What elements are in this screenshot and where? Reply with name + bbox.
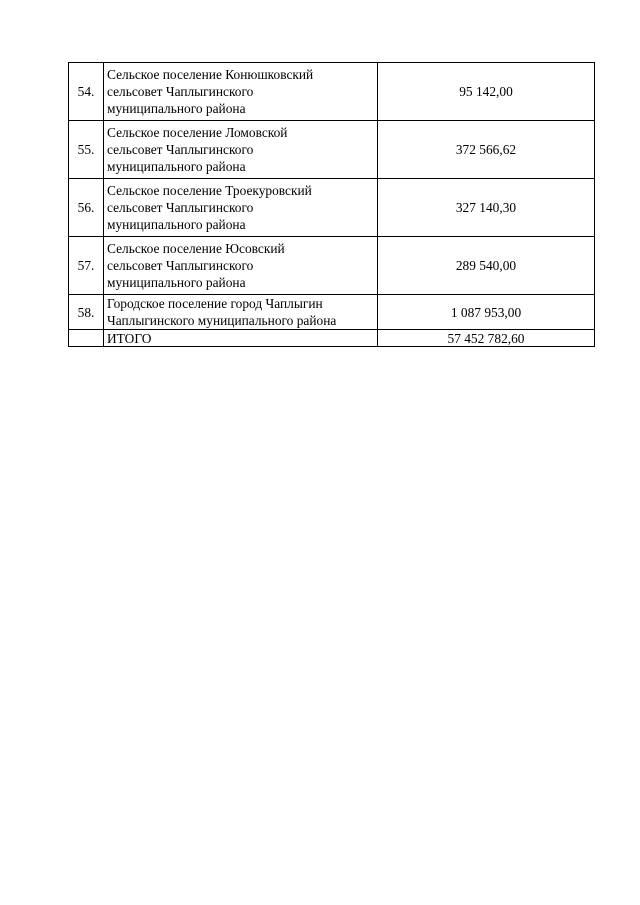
row-number: 58. bbox=[69, 295, 104, 330]
row-number: 54. bbox=[69, 63, 104, 121]
amount-cell: 289 540,00 bbox=[378, 237, 595, 295]
settlement-name-line: Сельское поселение Конюшковский bbox=[107, 66, 314, 82]
amount-cell: 95 142,00 bbox=[378, 63, 595, 121]
settlement-name-line: Чаплыгинского муниципального района bbox=[107, 313, 337, 329]
table-row bbox=[69, 237, 595, 295]
amount-cell: 327 140,30 bbox=[378, 179, 595, 237]
settlement-name bbox=[104, 295, 378, 330]
row-number: 56. bbox=[69, 179, 104, 237]
settlement-name-line: муниципального района bbox=[107, 217, 246, 233]
total-row bbox=[69, 330, 595, 347]
settlement-name-line: Сельское поселение Юсовский bbox=[107, 240, 285, 256]
row-number: 57. bbox=[69, 237, 104, 295]
settlement-name-line: Сельское поселение Троекуровский bbox=[107, 182, 312, 198]
budget-distribution-table bbox=[68, 62, 595, 347]
settlement-name-line: сельсовет Чаплыгинского bbox=[107, 199, 254, 215]
row-number: 55. bbox=[69, 121, 104, 179]
table-row bbox=[69, 295, 595, 330]
settlement-name-line: Сельское поселение Ломовской bbox=[107, 124, 288, 140]
settlement-name-line: муниципального района bbox=[107, 101, 246, 117]
settlement-name bbox=[104, 179, 378, 237]
table-row bbox=[69, 121, 595, 179]
settlement-name-line: муниципального района bbox=[107, 275, 246, 291]
table-row bbox=[69, 179, 595, 237]
total-label: ИТОГО bbox=[104, 330, 378, 347]
table-row bbox=[69, 63, 595, 121]
settlement-name-line: сельсовет Чаплыгинского bbox=[107, 83, 254, 99]
settlement-name-line: муниципального района bbox=[107, 159, 246, 175]
total-amount: 57 452 782,60 bbox=[378, 330, 595, 347]
settlement-name bbox=[104, 63, 378, 121]
settlement-name-line: сельсовет Чаплыгинского bbox=[107, 257, 254, 273]
settlement-name-line: Городское поселение город Чаплыгин bbox=[107, 296, 323, 311]
amount-cell: 1 087 953,00 bbox=[378, 295, 595, 330]
total-row-number bbox=[69, 330, 104, 347]
settlement-name bbox=[104, 237, 378, 295]
amount-cell: 372 566,62 bbox=[378, 121, 595, 179]
settlement-name-line: сельсовет Чаплыгинского bbox=[107, 141, 254, 157]
settlement-name bbox=[104, 121, 378, 179]
